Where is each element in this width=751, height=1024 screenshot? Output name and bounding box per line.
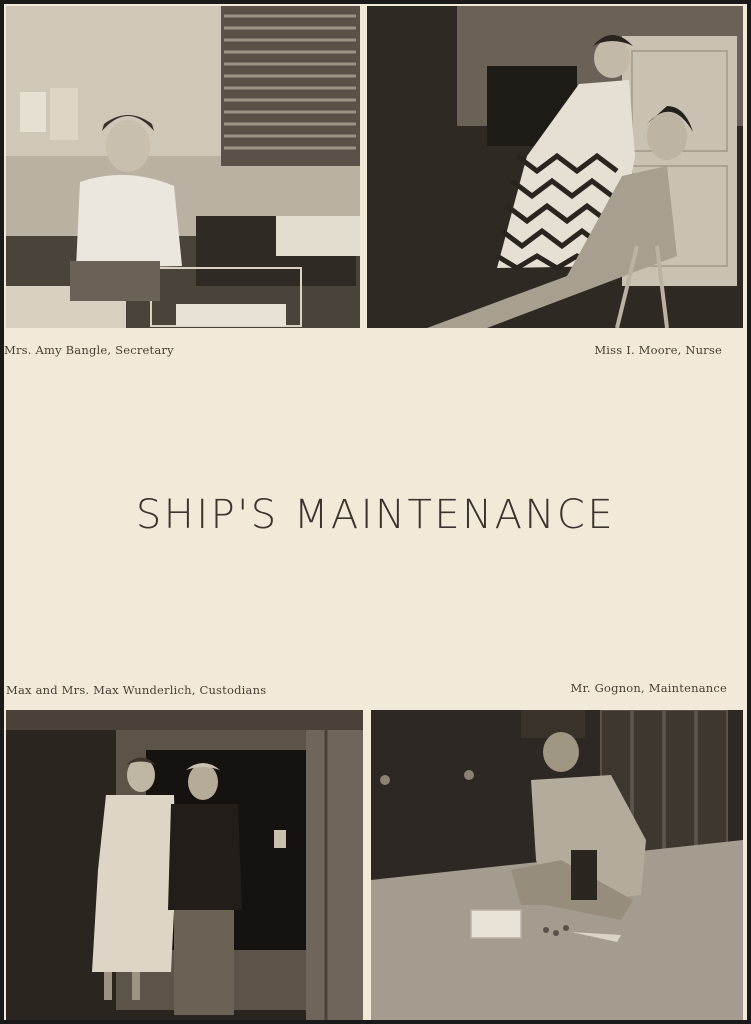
custodians-caption: Max and Mrs. Max Wunderlich, Custodians [6, 683, 267, 697]
nurse-caption: Miss I. Moore, Nurse [594, 343, 722, 357]
page-title: SHIP'S MAINTENANCE [135, 492, 616, 538]
secretary-caption: Mrs. Amy Bangle, Secretary [4, 343, 174, 357]
nurse-photo [367, 6, 743, 328]
maintenance-caption: Mr. Gognon, Maintenance [570, 681, 727, 695]
custodians-photo [6, 710, 363, 1020]
secretary-photo [6, 6, 360, 328]
maintenance-photo [371, 710, 743, 1020]
